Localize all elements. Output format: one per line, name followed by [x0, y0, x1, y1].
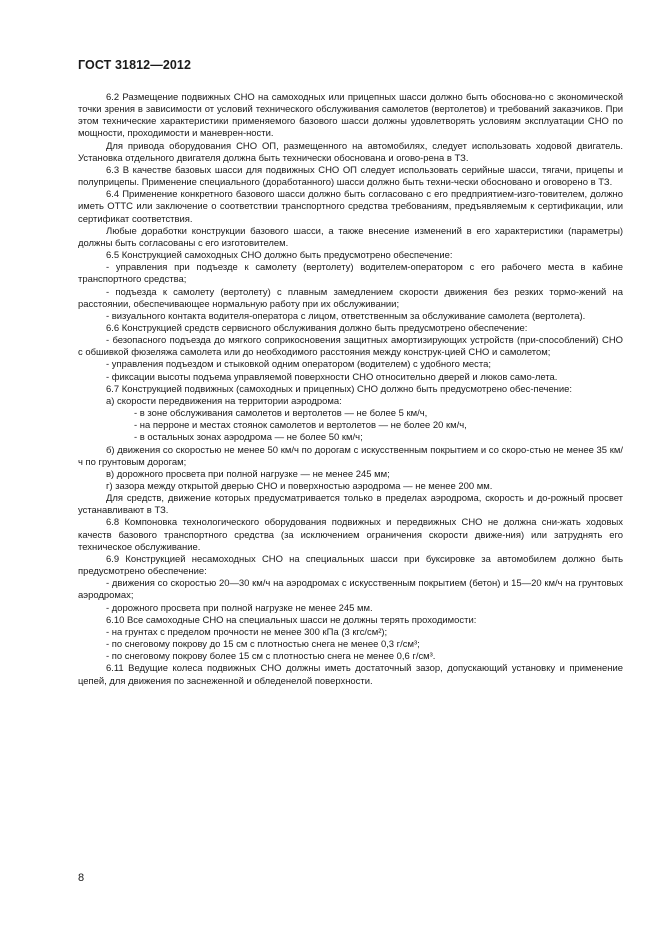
- body-paragraph: 6.2 Размещение подвижных СНО на самоходных или прицепных шасси должно быть обоснова-но с экономической точки зрения в зависимости от условий технического обслуживания самолетов (вертолетов) и требований заказчиков. При этом технические характеристики применяемого базового шасси должны удовлетворять условиям эксплуатации СНО по мощности, проходимости и маневрен-ности.: [78, 92, 623, 140]
- body-paragraph: 6.7 Конструкцией подвижных (самоходных и прицепных) СНО должно быть предусмотрено обес-печение:: [106, 383, 573, 395]
- body-paragraph: - в зоне обслуживания самолетов и вертолетов — не более 5 км/ч,: [134, 408, 428, 420]
- body-paragraph: - подъезда к самолету (вертолету) с плавным замедлением скорости движения без резких тормо-жений на расстоянии, обеспечивающее нормальную работу при их обслуживании;: [78, 286, 623, 310]
- body-paragraph: 6.5 Конструкцией самоходных СНО должно быть предусмотрено обеспечение:: [106, 250, 453, 262]
- body-paragraph: 6.11 Ведущие колеса подвижных СНО должны иметь достаточный зазор, допускающий установку и применение цепей, для движения по заснеженной и обледенелой поверхности.: [78, 663, 623, 687]
- body-paragraph: Для привода оборудования СНО ОП, размещенного на автомобилях, следует использовать ходовой двигатель. Установка отдельного двигателя должна быть технически обоснована и огово-рена в ТЗ.: [78, 140, 623, 164]
- body-paragraph: - на перроне и местах стоянок самолетов и вертолетов — не более 20 км/ч,: [134, 420, 467, 432]
- body-paragraph: 6.9 Конструкцией несамоходных СНО на специальных шасси при буксировке за автомобилем должно быть предусмотрено обеспечение:: [78, 553, 623, 578]
- body-paragraph: 6.3 В качестве базовых шасси для подвижных СНО ОП следует использовать серийные шасси, тягачи, прицепы и полуприцепы. Применение специального (доработанного) шасси должно быть техни-чески обосновано и оговорено в ТЗ.: [78, 164, 623, 189]
- body-paragraph: - движения со скоростью 20—30 км/ч на аэродромах с искусственным покрытием (бетон) и 15—20 км/ч на грунтовых аэродромах;: [78, 578, 623, 602]
- page-number: 8: [78, 872, 85, 884]
- body-paragraph: - безопасного подъезда до мягкого соприкосновения защитных амортизирующих устройств (при-способлений) СНО с обшивкой фюзеляжа самолета или до необходимого расстояния между конструк-цией СНО и самолетом;: [78, 335, 623, 359]
- body-paragraph: 6.4 Применение конкретного базового шасси должно быть согласовано с его предприятием-изго-товителем, должно иметь ОТТС или заключение о соответствии транспортного средства требованиям, предъявляемым к сертификации, или сертификат соответствия.: [78, 189, 623, 225]
- body-paragraph: 6.10 Все самоходные СНО на специальных шасси не должны терять проходимости:: [106, 614, 477, 626]
- document-body: [78, 92, 623, 688]
- body-paragraph: а) скорости передвижения на территории аэродрома:: [106, 395, 342, 407]
- body-paragraph: - на грунтах с пределом прочности не менее 300 кПа (3 кгс/см²);: [106, 626, 388, 638]
- body-paragraph: - управления при подъезде к самолету (вертолету) водителем-оператором с его рабочего места в кабине транспортного средства;: [78, 262, 623, 286]
- body-paragraph: г) зазора между открытой дверью СНО и поверхностью аэродрома — не менее 200 мм.: [106, 481, 493, 492]
- body-paragraph: Любые доработки конструкции базового шасси, а также внесение изменений в его характеристики (параметры) должны быть согласованы с его изготовителем.: [78, 225, 623, 249]
- body-paragraph: в) дорожного просвета при полной нагрузке — не менее 245 мм;: [106, 468, 390, 480]
- body-paragraph: 6.6 Конструкцией средств сервисного обслуживания должно быть предусмотрено обеспечение:: [106, 322, 528, 334]
- body-paragraph: б) движения со скоростью не менее 50 км/ч по дорогам с искусственным покрытием и со скоро-стью не менее 35 км/ч по грунтовым дорогам;: [78, 444, 623, 468]
- body-paragraph: - по снеговому покрову до 15 см с плотностью снега не менее 0,3 г/см³;: [106, 639, 420, 651]
- body-paragraph: - по снеговому покрову более 15 см с плотностью снега не менее 0,6 г/см³.: [106, 651, 436, 663]
- body-paragraph: - в остальных зонах аэродрома — не более 50 км/ч;: [134, 432, 363, 444]
- body-paragraph: - дорожного просвета при полной нагрузке не менее 245 мм.: [106, 602, 373, 614]
- body-paragraph: Для средств, движение которых предусматривается только в пределах аэродрома, скорость и до-рожный просвет устанавливают в ТЗ.: [78, 493, 623, 517]
- body-paragraph: - визуального контакта водителя-оператора с лицом, ответственным за обслуживание самолета (вертолета).: [106, 310, 586, 322]
- body-paragraph: 6.8 Компоновка технологического оборудования подвижных и передвижных СНО не должна сни-жать ходовых качеств базового транспортного средства (за исключением ограничения скорости движе-ния) или затруднять его техническое обслуживание.: [78, 517, 623, 553]
- body-paragraph: - фиксации высоты подъема управляемой поверхности СНО относительно дверей и люков само-лета.: [106, 371, 558, 383]
- document-code-header: ГОСТ 31812—2012: [78, 58, 192, 72]
- body-paragraph: - управления подъездом и стыковкой одним оператором (водителем) с удобного места;: [106, 359, 491, 371]
